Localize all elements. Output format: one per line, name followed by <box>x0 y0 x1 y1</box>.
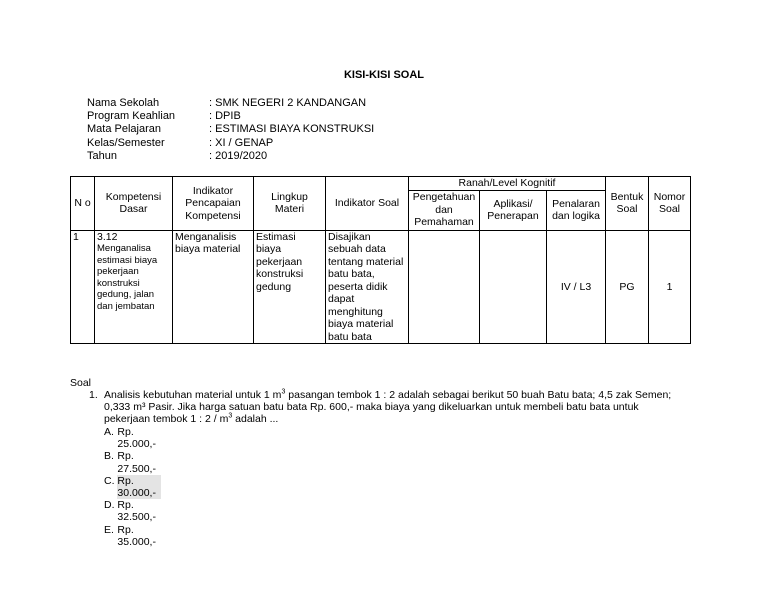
info-row-mata-pelajaran <box>87 123 374 136</box>
info-value: : DPIB <box>209 110 241 123</box>
answer-options <box>104 426 161 548</box>
question-section <box>70 377 672 548</box>
header-indikator-soal: Indikator Soal <box>326 177 409 231</box>
stem-text: Analisis kebutuhan material untuk 1 m <box>104 389 282 401</box>
info-row-kelas-semester <box>87 137 374 150</box>
stem-line-2: 0,333 m³ Pasir. Jika harga satuan batu bata Rp. 600,- maka biaya yang dikeluarkan untuk membeli batu bata untuk <box>104 401 639 414</box>
stem-line-1 <box>104 389 734 401</box>
cell-bentuk-soal: PG <box>606 230 649 344</box>
header-kompetensi-dasar: Kompetensi Dasar <box>95 177 173 231</box>
school-info <box>87 97 374 163</box>
option-letter: D. <box>104 499 115 512</box>
option-text: Rp. 25.000,- <box>117 426 156 451</box>
kisi-kisi-table <box>70 176 691 344</box>
option-letter: B. <box>104 450 114 463</box>
header-indikator-pencapaian: Indikator Pencapaian Kompetensi <box>173 177 254 231</box>
option-e <box>104 524 161 548</box>
header-ranah-kognitif: Ranah/Level Kognitif <box>409 177 606 191</box>
option-text-highlighted: Rp. 30.000,- <box>117 475 160 499</box>
option-a <box>104 426 161 450</box>
cell-indikator-soal: Disajikan sebuah data tentang material batu bata, peserta didik dapat menghitung biaya material batu bata <box>326 230 409 344</box>
stem-superscript: 3 <box>281 388 286 396</box>
option-text: Rp. 27.500,- <box>117 450 156 475</box>
stem-superscript: 3 <box>228 412 233 420</box>
option-d <box>104 499 161 523</box>
option-letter: A. <box>104 426 114 438</box>
option-b <box>104 450 161 474</box>
stem-line-3 <box>104 413 734 425</box>
document-title: KISI-KISI SOAL <box>343 69 425 81</box>
info-row-tahun <box>87 150 374 163</box>
option-letter: E. <box>104 523 114 536</box>
header-pengetahuan: Pengetahuan dan Pemahaman <box>409 190 480 230</box>
header-lingkup-materi: Lingkup Materi <box>254 177 326 231</box>
cell-penalaran: IV / L3 <box>547 230 606 344</box>
option-letter: C. <box>104 474 115 487</box>
info-value: : 2019/2020 <box>209 149 268 162</box>
info-row-program-keahlian <box>87 110 374 123</box>
info-value: : SMK NEGERI 2 KANDANGAN <box>209 97 367 109</box>
question-heading: Soal <box>70 377 92 389</box>
info-value: : XI / GENAP <box>209 136 274 149</box>
option-text: Rp. 32.500,- <box>117 499 156 524</box>
question-stem <box>104 389 734 426</box>
header-nomor-soal: Nomor Soal <box>649 177 691 231</box>
cell-indikator-pencapaian: Menganalisis biaya material <box>173 230 254 344</box>
info-label: Nama Sekolah <box>87 97 160 109</box>
info-row-nama-sekolah <box>87 97 374 110</box>
option-c <box>104 475 161 499</box>
header-no: N o <box>71 177 95 231</box>
header-penalaran: Penalaran dan logika <box>547 190 606 230</box>
header-bentuk-soal: Bentuk Soal <box>606 177 649 231</box>
stem-text: pekerjaan tembok 1 : 2 / m <box>104 413 229 426</box>
info-label: Kelas/Semester <box>87 136 165 149</box>
cell-nomor-soal: 1 <box>649 230 691 344</box>
cell-aplikasi <box>480 230 547 344</box>
option-text: Rp. 35.000,- <box>117 523 156 548</box>
kd-code: 3.12 <box>97 230 118 243</box>
cell-no: 1 <box>71 230 95 344</box>
question-number: 1. <box>89 389 98 401</box>
cell-pengetahuan <box>409 230 480 344</box>
cell-kompetensi-dasar <box>95 230 173 344</box>
cell-lingkup-materi: Estimasi biaya pekerjaan konstruksi gedung <box>254 230 326 344</box>
stem-text: pasangan tembok 1 : 2 adalah sebagai berikut 50 buah Batu bata; 4,5 zak Semen; <box>285 389 672 401</box>
info-label: Tahun <box>87 149 117 162</box>
info-label: Program Keahlian <box>87 110 176 123</box>
header-aplikasi: Aplikasi/ Penerapan <box>480 190 547 230</box>
stem-text: adalah ... <box>232 413 279 426</box>
info-value: : ESTIMASI BIAYA KONSTRUKSI <box>209 123 375 136</box>
kd-text: Menganalisa estimasi biaya pekerjaan konstruksi gedung, jalan dan jembatan <box>97 243 158 312</box>
info-label: Mata Pelajaran <box>87 123 161 136</box>
